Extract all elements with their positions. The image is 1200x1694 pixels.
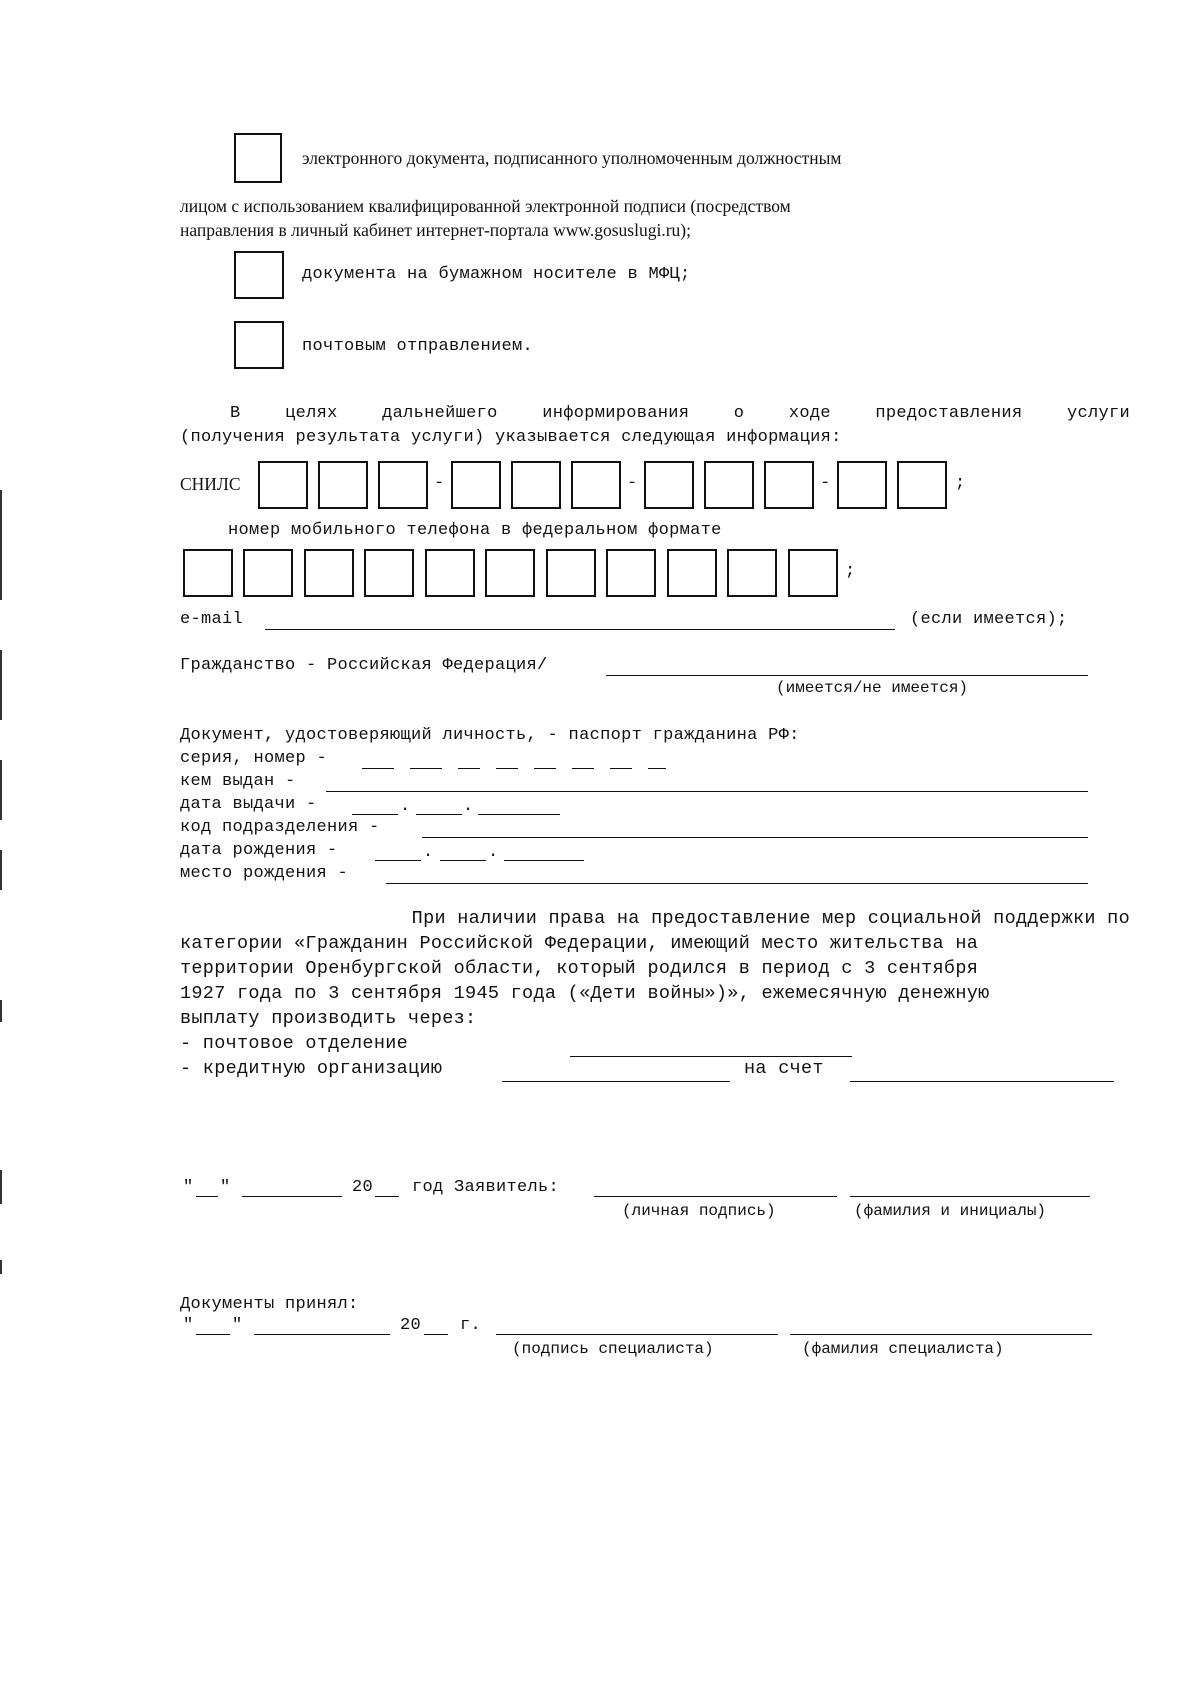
snils-digit-box[interactable]: [897, 461, 947, 509]
social-support-line-4: 1927 года по 3 сентября 1945 года («Дети войны»)», ежемесячную денежную: [180, 983, 990, 1004]
applicant-month-blank[interactable]: [242, 1196, 342, 1197]
paper-document-checkbox[interactable]: [234, 251, 284, 299]
account-label: на счет: [744, 1058, 824, 1079]
phone-digit-box[interactable]: [183, 549, 233, 597]
scan-edge-mark: [0, 490, 2, 600]
scan-edge-mark: [0, 1260, 2, 1274]
phone-digit-box[interactable]: [727, 549, 777, 597]
birth-date-year[interactable]: [504, 860, 584, 861]
date-dot: .: [400, 797, 411, 816]
account-input-line[interactable]: [850, 1081, 1114, 1082]
date-dot: .: [423, 843, 434, 862]
intro-word: о: [733, 404, 745, 423]
bank-input-line[interactable]: [502, 1081, 730, 1082]
series-number-blank[interactable]: [458, 768, 480, 769]
snils-dash: -: [627, 474, 638, 493]
specialist-signature-caption: (подпись специалиста): [512, 1340, 714, 1358]
phone-digit-box[interactable]: [788, 549, 838, 597]
series-number-blank[interactable]: [534, 768, 556, 769]
mail-delivery-label: почтовым отправлением.: [302, 337, 534, 356]
applicant-signature-caption: (личная подпись): [622, 1202, 776, 1220]
electronic-document-checkbox[interactable]: [234, 133, 282, 183]
accepted-quote-close: ": [232, 1316, 243, 1335]
snils-digit-box[interactable]: [837, 461, 887, 509]
snils-dash: -: [820, 474, 831, 493]
phone-digit-box[interactable]: [485, 549, 535, 597]
birth-place-label: место рождения -: [180, 864, 349, 883]
electronic-document-label-1: электронного документа, подписанного уполномоченным должностным: [302, 148, 842, 168]
division-code-label: код подразделения -: [180, 818, 380, 837]
accepted-month-blank[interactable]: [254, 1334, 390, 1335]
email-input-line[interactable]: [265, 629, 895, 630]
bank-option: - кредитную организацию: [180, 1058, 443, 1079]
scan-edge-mark: [0, 1170, 2, 1204]
applicant-day-blank[interactable]: [196, 1196, 218, 1197]
phone-digit-box[interactable]: [364, 549, 414, 597]
scan-edge-mark: [0, 1000, 2, 1022]
phone-digit-box[interactable]: [667, 549, 717, 597]
identity-heading: Документ, удостоверяющий личность, - паспорт гражданина РФ:: [180, 726, 800, 745]
citizenship-input-line[interactable]: [606, 675, 1088, 676]
snils-dash: -: [434, 474, 445, 493]
electronic-document-label-3: направления в личный кабинет интернет-портала www.gosuslugi.ru);: [180, 220, 691, 240]
snils-digit-box[interactable]: [258, 461, 308, 509]
issue-date-year[interactable]: [478, 814, 560, 815]
series-number-blank[interactable]: [362, 768, 394, 769]
accepted-year-suffix: г.: [460, 1316, 482, 1335]
series-number-label: серия, номер -: [180, 749, 328, 768]
applicant-year-prefix: 20: [352, 1178, 374, 1197]
intro-word: ходе: [788, 404, 831, 423]
info-intro-line-2: (получения результата услуги) указывается следующая информация:: [180, 428, 842, 447]
accepted-year-blank[interactable]: [424, 1334, 448, 1335]
applicant-year-blank[interactable]: [375, 1196, 399, 1197]
intro-word: В: [230, 404, 241, 423]
scan-edge-mark: [0, 760, 2, 820]
applicant-year-suffix: год Заявитель:: [412, 1178, 560, 1197]
snils-digit-box[interactable]: [571, 461, 621, 509]
email-label: e-mail: [180, 610, 244, 629]
specialist-signature-line[interactable]: [496, 1334, 778, 1335]
applicant-signature-line[interactable]: [594, 1196, 837, 1197]
series-number-blank[interactable]: [610, 768, 632, 769]
snils-digit-box[interactable]: [704, 461, 754, 509]
series-number-blank[interactable]: [648, 768, 666, 769]
social-support-line-3: территории Оренбургской области, который родился в период с 3 сентября: [180, 958, 979, 979]
applicant-name-line[interactable]: [850, 1196, 1090, 1197]
issue-date-month[interactable]: [416, 814, 462, 815]
mail-delivery-checkbox[interactable]: [234, 321, 284, 369]
issued-by-label: кем выдан -: [180, 772, 296, 791]
phone-digit-box[interactable]: [606, 549, 656, 597]
snils-digit-box[interactable]: [511, 461, 561, 509]
issue-date-day[interactable]: [352, 814, 398, 815]
citizenship-caption: (имеется/не имеется): [776, 679, 969, 697]
phone-terminator: ;: [845, 562, 856, 581]
birth-date-month[interactable]: [440, 860, 486, 861]
date-dot: .: [488, 843, 499, 862]
phone-digit-box[interactable]: [243, 549, 293, 597]
applicant-quote-open: ": [183, 1178, 194, 1197]
intro-word: дальнейшего: [382, 404, 498, 423]
accepted-quote-open: ": [183, 1316, 194, 1335]
intro-word: целях: [285, 404, 338, 423]
intro-word: информирования: [542, 404, 690, 423]
date-dot: .: [463, 797, 474, 816]
specialist-name-caption: (фамилия специалиста): [802, 1340, 1004, 1358]
snils-digit-box[interactable]: [378, 461, 428, 509]
snils-digit-box[interactable]: [451, 461, 501, 509]
birth-date-day[interactable]: [375, 860, 421, 861]
phone-digit-box[interactable]: [546, 549, 596, 597]
division-code-input-line[interactable]: [422, 837, 1088, 838]
series-number-blank[interactable]: [496, 768, 518, 769]
post-office-option: - почтовое отделение: [180, 1033, 409, 1054]
info-intro-line-1: [180, 404, 1130, 423]
citizenship-label: Гражданство - Российская Федерация/: [180, 656, 548, 675]
intro-word: услуги: [1066, 404, 1130, 423]
issue-date-label: дата выдачи -: [180, 795, 317, 814]
accepted-by-heading: Документы принял:: [180, 1295, 359, 1314]
social-support-line-1: При наличии права на предоставление мер социальной поддержки по: [411, 908, 1130, 929]
social-support-line-5: выплату производить через:: [180, 1008, 477, 1029]
phone-label: номер мобильного телефона в федеральном формате: [228, 521, 722, 540]
scan-edge-mark: [0, 850, 2, 890]
snils-digit-box[interactable]: [644, 461, 694, 509]
accepted-day-blank[interactable]: [196, 1334, 230, 1335]
issued-by-input-line[interactable]: [326, 791, 1088, 792]
electronic-document-label-2: лицом с использованием квалифицированной электронной подписи (посредством: [180, 196, 791, 216]
scan-edge-mark: [0, 650, 2, 720]
series-number-blank[interactable]: [572, 768, 594, 769]
intro-word: предоставления: [875, 404, 1023, 423]
phone-digit-box[interactable]: [425, 549, 475, 597]
snils-digit-box[interactable]: [318, 461, 368, 509]
applicant-quote-close: ": [220, 1178, 231, 1197]
specialist-name-line[interactable]: [790, 1334, 1092, 1335]
paper-document-label: документа на бумажном носителе в МФЦ;: [302, 265, 691, 284]
snils-label: СНИЛС: [180, 474, 241, 494]
phone-digit-box[interactable]: [304, 549, 354, 597]
snils-terminator: ;: [955, 474, 966, 493]
accepted-year-prefix: 20: [400, 1316, 422, 1335]
snils-digit-box[interactable]: [764, 461, 814, 509]
birth-place-input-line[interactable]: [386, 883, 1088, 884]
series-number-blank[interactable]: [410, 768, 442, 769]
post-office-input-line[interactable]: [570, 1056, 852, 1057]
social-support-line-2: категории «Гражданин Российской Федерации, имеющий место жительства на: [180, 933, 979, 954]
birth-date-label: дата рождения -: [180, 841, 338, 860]
applicant-name-caption: (фамилия и инициалы): [854, 1202, 1047, 1220]
email-note: (если имеется);: [910, 610, 1068, 629]
